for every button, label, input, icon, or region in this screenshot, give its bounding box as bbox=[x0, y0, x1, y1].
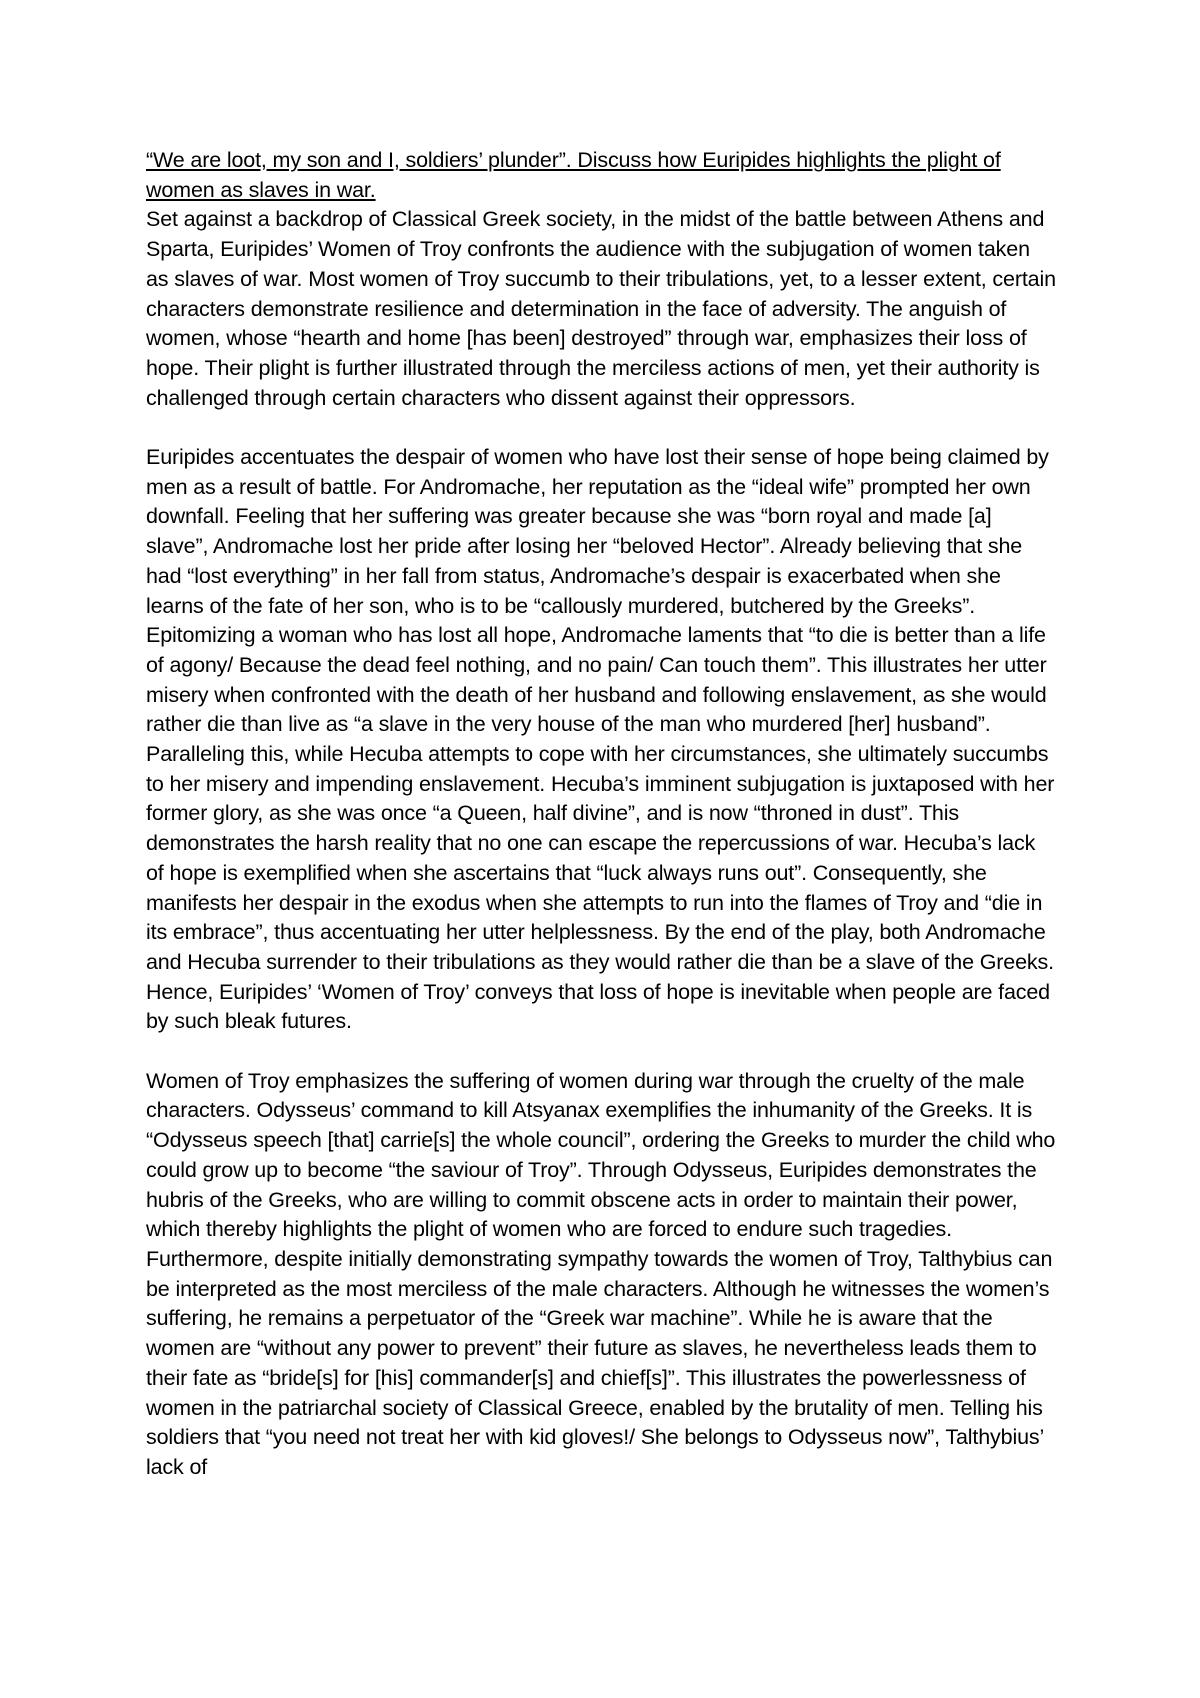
essay-title: “We are loot, my son and I, soldiers’ plunder”. Discuss how Euripides highlights the plight of women as slaves in war. bbox=[146, 148, 1001, 202]
paragraph-cruelty: Women of Troy emphasizes the suffering of women during war through the cruelty of the male characters. Odysseus’ command to kill Atsyanax exemplifies the inhumanity of the Greeks. It is “Odysseus speech [that] carrie[s] the whole council”, ordering the Greeks to murder the child who could grow up to become “the saviour of Troy”. Through Odysseus, Euripides demonstrates the hubris of the Greeks, who are willing to commit obscene acts in order to maintain their power, which thereby highlights the plight of women who are forced to endure such tragedies. Furthermore, despite initially demonstrating sympathy towards the women of Troy, Talthybius can be interpreted as the most merciless of the male characters. Although he witnesses the women’s suffering, he remains a perpetuator of the “Greek war machine”. While he is aware that the women are “without any power to prevent” their future as slaves, he nevertheless leads them to their fate as “bride[s] for [his] commander[s] and chief[s]”. This illustrates the powerlessness of women in the patriarchal society of Classical Greece, enabled by the brutality of men. Telling his soldiers that “you need not treat her with kid gloves!/ She belongs to Odysseus now”, Talthybius’ lack of bbox=[146, 1068, 1056, 1479]
paragraph-introduction: Set against a backdrop of Classical Greek society, in the midst of the battle between Athens and Sparta, Euripides’ Women of Troy confronts the audience with the subjugation of women taken as slaves of war. Most women of Troy succumb to their tribulations, yet, to a lesser extent, certain characters demonstrate resilience and determination in the face of adversity. The anguish of women, whose “hearth and home [has been] destroyed” through war, emphasizes their loss of hope. Their plight is further illustrated through the merciless actions of men, yet their authority is challenged through certain characters who dissent against their oppressors. bbox=[146, 207, 1056, 410]
essay-body bbox=[146, 146, 1058, 1483]
paragraph-despair: Euripides accentuates the despair of women who have lost their sense of hope being claimed by men as a result of battle. For Andromache, her reputation as the “ideal wife” prompted her own downfall. Feeling that her suffering was greater because she was “born royal and made [a] slave”, Andromache lost her pride after losing her “beloved Hector”. Already believing that she had “lost everything” in her fall from status, Andromache’s despair is exacerbated when she learns of the fate of her son, who is to be “callously murdered, butchered by the Greeks”. Epitomizing a woman who has lost all hope, Andromache laments that “to die is better than a life of agony/ Because the dead feel nothing, and no pain/ Can touch them”. This illustrates her utter misery when confronted with the death of her husband and following enslavement, as she would rather die than live as “a slave in the very house of the man who murdered [her] husband”. Paralleling this, while Hecuba attempts to cope with her circumstances, she ultimately succumbs to her misery and impending enslavement. Hecuba’s imminent subjugation is juxtaposed with her former glory, as she was once “a Queen, half divine”, and is now “throned in dust”. This demonstrates the harsh reality that no one can escape the repercussions of war. Hecuba’s lack of hope is exemplified when she ascertains that “luck always runs out”. Consequently, she manifests her despair in the exodus when she attempts to run into the flames of Troy and “die in its embrace”, thus accentuating her utter helplessness. By the end of the play, both Andromache and Hecuba surrender to their tribulations as they would rather die than be a slave of the Greeks. Hence, Euripides’ ‘Women of Troy’ conveys that loss of hope is inevitable when people are faced by such bleak futures. bbox=[146, 445, 1055, 1034]
